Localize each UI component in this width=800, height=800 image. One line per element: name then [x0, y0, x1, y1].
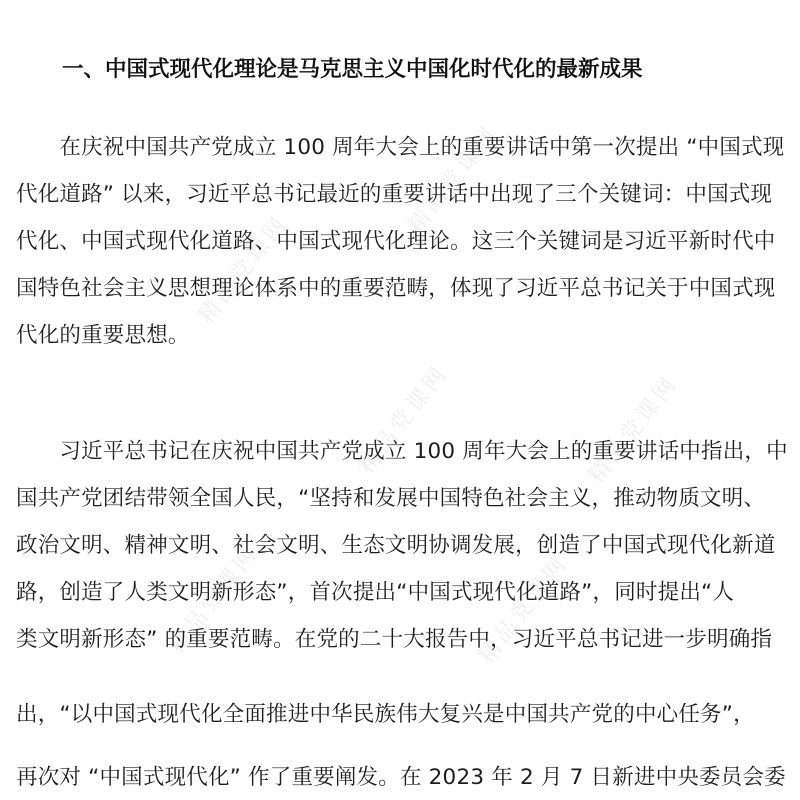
watermark: 精品党课网: [353, 360, 454, 479]
paragraph-line: 在庆祝中国共产党成立 100 周年大会上的重要讲话中第一次提出 “中国式现: [16, 135, 785, 160]
section-heading: 一、中国式现代化理论是马克思主义中国化时代化的最新成果: [62, 57, 643, 82]
paragraph-line: 出，“以中国式现代化全面推进中华民族伟大复兴是中国共产党的中心任务”，: [16, 702, 755, 727]
paragraph-line: 类文明新形态” 的重要范畴。在党的二十大报告中，习近平总书记进一步明确指: [16, 627, 773, 652]
paragraph-line: 国特色社会主义思想理论体系中的重要范畴，体现了习近平总书记关于中国式现: [16, 276, 776, 301]
paragraph-line: 代化、中国式现代化道路、中国式现代化理论。这三个关键词是习近平新时代中: [16, 229, 776, 254]
paragraph-line: 代化的重要思想。: [16, 323, 190, 348]
paragraph-line: 习近平总书记在庆祝中国共产党成立 100 周年大会上的重要讲话中指出，中: [16, 439, 788, 464]
watermark: 精品党课网: [193, 210, 294, 329]
paragraph-line: 国共产党团结带领全国人民，“坚持和发展中国特色社会主义，推动物质文明、: [16, 486, 766, 511]
paragraph-line: 路，创造了人类文明新形态”，首次提出“中国式现代化道路”，同时提出“人: [16, 580, 735, 605]
paragraph-line: 政治文明、精神文明、社会文明、生态文明协调发展，创造了中国式现代化新道: [16, 533, 776, 558]
watermark: 精品党课网: [583, 370, 684, 489]
watermark: 精品党课网: [163, 540, 264, 659]
watermark: 精品党课网: [473, 550, 574, 669]
watermark: 精品党课网: [403, 120, 504, 239]
paragraph-line: 代化道路” 以来，习近平总书记最近的重要讲话中出现了三个关键词：中国式现: [16, 182, 773, 207]
paragraph-line: 再次对 “中国式现代化” 作了重要阐发。在 2023 年 2 月 7 日新进中央委员会委: [16, 765, 786, 790]
